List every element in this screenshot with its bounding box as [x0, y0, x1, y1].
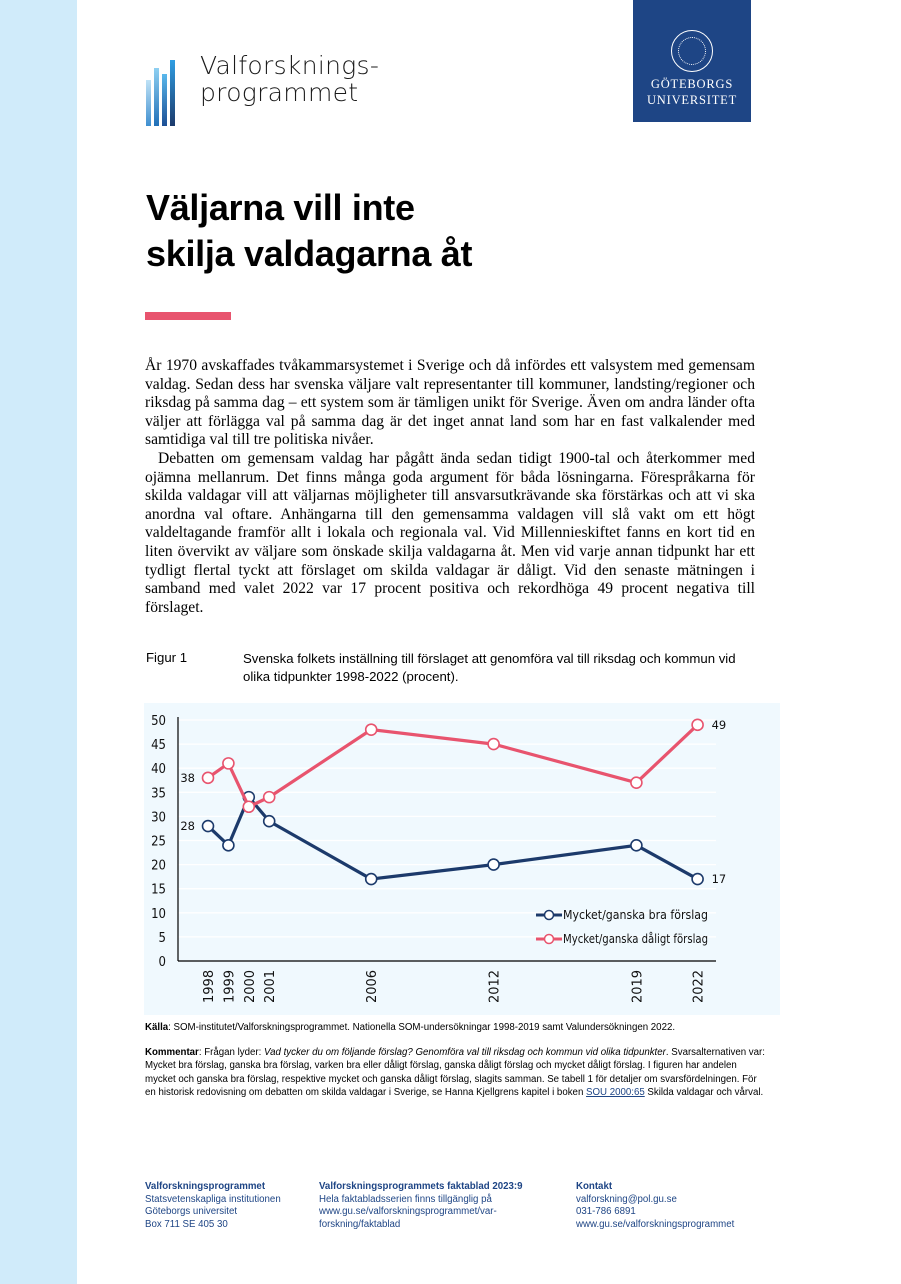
- bar-chart-logo-icon: [146, 56, 186, 126]
- data-point: [692, 719, 703, 730]
- data-point: [203, 821, 214, 832]
- data-point: [223, 840, 234, 851]
- footer-series: Valforskningsprogrammets faktablad 2023:9 Hela faktabladsserien finns tillgänglig på www.gu.se/valforskningsprogrammet/var- forskning/faktablad: [319, 1181, 523, 1230]
- contact-email[interactable]: valforskning@pol.gu.se: [576, 1193, 677, 1205]
- data-point: [243, 801, 254, 812]
- y-tick-label: 20: [151, 858, 166, 874]
- data-point: [203, 772, 214, 783]
- contact-website[interactable]: www.gu.se/valforskningsprogrammet: [576, 1218, 735, 1230]
- data-point: [692, 874, 703, 885]
- university-seal-icon: [671, 30, 713, 72]
- data-point: [631, 777, 642, 788]
- goteborgs-universitet-logo: GÖTEBORGS UNIVERSITET: [633, 0, 751, 122]
- data-point: [366, 874, 377, 885]
- y-tick-label: 25: [151, 834, 166, 850]
- data-point: [264, 816, 275, 827]
- y-tick-label: 0: [158, 955, 166, 970]
- x-tick-label: 2001: [263, 969, 279, 1003]
- data-point: [223, 758, 234, 769]
- line-chart: [144, 703, 780, 1015]
- end-data-label: 49: [711, 717, 727, 732]
- start-data-label: 38: [180, 770, 195, 785]
- body-text: [145, 357, 755, 617]
- legend-marker: [545, 935, 554, 944]
- source-note: Källa: SOM-institutet/Valforskningsprogrammet. Nationella SOM-undersökningar 1998-2019 samt Valundersökningen 2022.: [145, 1022, 676, 1033]
- data-point: [488, 859, 499, 870]
- x-tick-label: 2012: [487, 969, 503, 1003]
- figure-notes: [145, 1021, 765, 1111]
- side-color-band: [0, 0, 77, 1284]
- y-tick-label: 40: [151, 762, 166, 778]
- page-title: Väljarna vill inte skilja valdagarna åt: [146, 187, 473, 274]
- start-data-label: 28: [180, 819, 195, 834]
- x-tick-label: 1999: [222, 969, 238, 1003]
- legend-label: Mycket/ganska bra förslag: [563, 908, 708, 922]
- x-tick-label: 2000: [242, 969, 258, 1003]
- footer-series-link[interactable]: www.gu.se/valforskningsprogrammet/var-: [319, 1206, 497, 1218]
- series-line: [208, 797, 698, 879]
- title-accent-bar: [145, 312, 231, 320]
- y-tick-label: 50: [151, 714, 166, 729]
- data-point: [631, 840, 642, 851]
- program-name: Valforsknings- programmet: [200, 51, 380, 107]
- y-tick-label: 35: [151, 786, 166, 802]
- figure-caption: Svenska folkets inställning till förslaget att genomföra val till riksdag och kommun vid olika tidpunkter 1998-2022 (procent).: [243, 651, 736, 684]
- figure-label: Figur 1: [146, 650, 188, 665]
- footer-address: Valforskningsprogrammet Statsvetenskapliga institutionen Göteborgs universitet Box 711 SE 405 30: [145, 1181, 281, 1230]
- x-tick-label: 2022: [691, 969, 707, 1003]
- sou-link[interactable]: SOU 2000:65: [586, 1086, 645, 1098]
- y-tick-label: 10: [151, 906, 166, 922]
- legend-marker: [545, 911, 554, 920]
- footer-contact: Kontakt valforskning@pol.gu.se 031-786 6891 www.gu.se/valforskningsprogrammet: [576, 1181, 735, 1230]
- x-tick-label: 1998: [202, 969, 217, 1003]
- body-paragraph: År 1970 avskaffades tvåkammarsystemet i Sverige och då infördes ett valsystem med gemensam valdag. Sedan dess har svenska väljare valt representanter till kommuner, landsting/regioner och riksdag på samma dag – ett system som är tämligen unikt för Sverige. Även om andra länder ofta väljer att förlägga val på samma dag är det inget annat land som har en fast valkalender med samtidiga val till tre politiska nivåer.: [145, 357, 755, 449]
- data-point: [264, 792, 275, 803]
- y-tick-label: 15: [151, 882, 166, 898]
- data-point: [488, 739, 499, 750]
- comment-note: Kommentar: Frågan lyder: Vad tycker du om följande förslag? Genomföra val till riksdag och kommun vid olika tidpunkter. Svarsalternativen var: Mycket bra förslag, ganska bra förslag, varken bra eller dåligt förslag, ganska dåligt förslag och mycket dåligt förslag. I figuren har andelen mycket och ganska bra förslag, respektive mycket och ganska dåligt förslag, slagits samman. Se tabell 1 för detaljer om svarsfördelningen. För en historisk redovisning om debatten om skilda valdagar i Sverige, se Hanna Kjellgrens kapitel i boken SOU 2000:65 Skilda valdagar och vårval.: [145, 1047, 765, 1098]
- x-tick-label: 2006: [365, 969, 381, 1003]
- body-paragraph: Debatten om gemensam valdag har pågått ända sedan tidigt 1900-tal och återkommer med ojämna mellanrum. Det finns många goda argument för båda lösningarna. Förespråkarna för skilda valdagar vill att väljarnas möjligheter till ansvarsutkrävande ska förstärkas och att vi ska anordna val oftare. Anhängarna till den gemensamma valdagen vill slå vakt om ett högt valdeltagande framför allt i lokala och regionala val. Vid Millennieskiftet fanns en kort tid en liten övervikt av väljare som önskade skilja valdagarna åt. Men vid varje annan tidpunkt har ett tydligt flertal tyckt att förslaget om skilda valdagar är dåligt. Vid den senaste mätningen i samband med valet 2022 var 17 procent positiva och rekordhöga 49 procent negativa till förslaget.: [145, 449, 755, 616]
- y-tick-label: 5: [158, 930, 166, 946]
- chart-canvas: [144, 703, 780, 1015]
- y-tick-label: 30: [151, 810, 166, 826]
- valforskningsprogrammet-logo: [146, 52, 379, 126]
- end-data-label: 17: [711, 872, 727, 887]
- x-tick-label: 2019: [630, 969, 646, 1003]
- data-point: [366, 724, 377, 735]
- legend-label: Mycket/ganska dåligt förslag: [563, 932, 708, 946]
- y-tick-label: 45: [151, 738, 166, 754]
- contact-phone: 031-786 6891: [576, 1206, 636, 1218]
- series-line: [208, 725, 698, 807]
